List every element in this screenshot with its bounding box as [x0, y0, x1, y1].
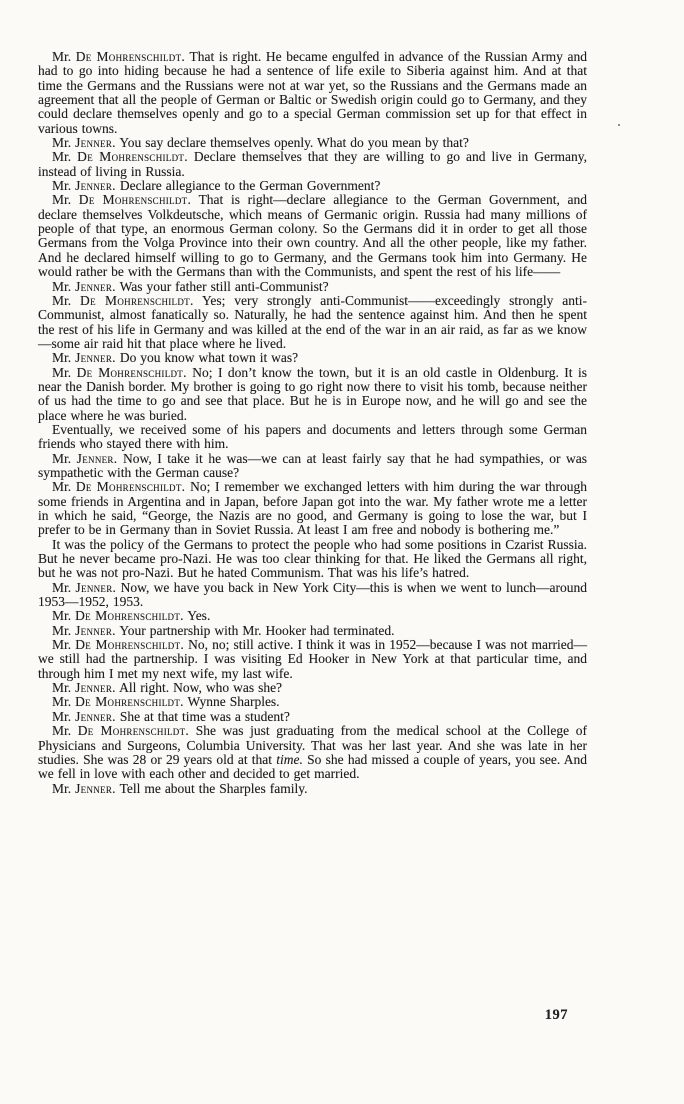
transcript-paragraph: Mr. Jenner. Now, we have you back in New York City—this is when we went to lunch—around 1953—1952, 1953.	[38, 579, 587, 610]
speaker-prefix: Mr.	[52, 178, 76, 194]
speaker-name: De Mohrenschildt.	[78, 192, 192, 208]
speaker-name: De Mohrenschildt.	[75, 637, 185, 653]
speaker-prefix: Mr.	[52, 680, 76, 696]
speaker-prefix: Mr.	[52, 780, 76, 796]
speaker-name: Jenner.	[75, 178, 116, 194]
speaker-prefix: Mr.	[52, 350, 76, 366]
transcript-paragraph: Mr. Jenner. She at that time was a student?	[52, 708, 290, 724]
scan-speck	[618, 124, 620, 126]
page-number: 197	[544, 1007, 568, 1023]
speaker-name: Jenner.	[75, 135, 116, 151]
emphasized-word: time.	[276, 751, 303, 767]
speaker-name: Jenner.	[75, 780, 116, 796]
speaker-prefix: Mr.	[52, 135, 76, 151]
transcript-paragraph: Mr. Jenner. Your partnership with Mr. Hooker had terminated.	[52, 622, 395, 638]
transcript-paragraph: Mr. Jenner. Now, I take it he was—we can at least fairly say that he had sympathies, or was sympathetic with the German cause?	[38, 450, 587, 480]
transcript-paragraph: Mr. Jenner. Declare allegiance to the German Government?	[52, 178, 381, 194]
transcript-paragraph: Mr. De Mohrenschildt. Yes; very strongly anti-Communist——exceedingly strongly anti-Communist, almost fanatically so. Naturally, he had the sentence against him. And then he spent the rest of his life in Germany and was killed at the end of the war in an air raid, as far as we know—some air raid hit that place where he lived.	[38, 292, 588, 351]
transcript-paragraph: Mr. De Mohrenschildt. She was just graduating from the medical school at the College of Physicians and Surgeons, Columbia University. That was her last year. And she was late in her studies. She was 28 or 29 years old at that time. So she had missed a couple of years, you see. And we fell in love with each other and decided to get married.	[38, 723, 588, 782]
speaker-name: De Mohrenschildt.	[75, 479, 186, 495]
transcript-paragraph: Mr. De Mohrenschildt. That is right—declare allegiance to the German Government, and declare themselves Volkdeutsche, which means of Germanic origin. Russia had many millions of people of that type, an enormous German colony. So the Germans did it in order to get all those Germans from the Volga Province into their own country. And all the other people, like my father. And he declared himself willing to go to Germany, and the Germans took him into Germany. He would rather be with the Germans than with the Communists, and spent the rest of his life——	[38, 192, 587, 280]
transcript-paragraph: Mr. De Mohrenschildt. No, no; still active. I think it was in 1952—because I was not married—we still had the partnership. I was visiting Ed Hooker in New York at that particular time, and through him I met my next wife, my last wife.	[38, 637, 588, 681]
speaker-prefix: Mr.	[52, 694, 76, 710]
speaker-name: De Mohrenschildt.	[75, 694, 184, 710]
speaker-prefix: Mr.	[52, 579, 76, 595]
speaker-name: Jenner.	[75, 622, 116, 638]
transcript-paragraph: Mr. De Mohrenschildt. Yes.	[52, 608, 211, 624]
speaker-prefix: Mr.	[52, 479, 76, 495]
speaker-name: Jenner.	[76, 450, 118, 466]
transcript-paragraph: Mr. Jenner. Do you know what town it was?	[52, 350, 299, 366]
transcript-paragraph: It was the policy of the Germans to protect the people who had some positions in Czarist Russia. But he never became pro-Nazi. He was too clear thinking for that. He liked the Germans all right, but he was not pro-Nazi. But he hated Communism. That was his life’s hatred.	[38, 536, 587, 581]
transcript-text	[38, 50, 587, 796]
speaker-prefix: Mr.	[52, 149, 78, 165]
transcript-paragraph: Mr. De Mohrenschildt. Declare themselves that they are willing to go and live in Germany, instead of living in Russia.	[38, 149, 588, 179]
speaker-prefix: Mr.	[52, 708, 76, 724]
transcript-paragraph: Mr. Jenner. All right. Now, who was she?	[52, 680, 283, 696]
speaker-name: Jenner.	[75, 579, 117, 595]
transcript-paragraph: Mr. De Mohrenschildt. No; I don’t know the town, but it is an old castle in Oldenburg. It is near the Danish border. My brother is going to go right now there to visit his tomb, because neither of us had the time to go and see that place. But he is in Europe now, and he will go and see the place where he was buried.	[38, 364, 588, 423]
speaker-name: De Mohrenschildt.	[80, 292, 194, 308]
speaker-prefix: Mr.	[52, 622, 76, 638]
speaker-name: De Mohrenschildt.	[77, 149, 188, 165]
transcript-paragraph: Mr. De Mohrenschildt. That is right. He became engulfed in advance of the Russian Army and had to go into hiding because he had a sentence of life exile to Siberia against him. And at that time the Germans and the Russians were not at war yet, so the Russians and the Germans made an agreement that all the people of German or Baltic or Swedish origin could go to Germany, and they could declare themselves openly and go to a special German commission set up for that effect in various towns.	[38, 49, 588, 136]
speaker-name: Jenner.	[75, 708, 116, 724]
transcript-paragraph: Eventually, we received some of his papers and documents and letters through some German friends who stayed there with him.	[38, 421, 587, 452]
speaker-prefix: Mr.	[52, 637, 76, 653]
speaker-prefix: Mr.	[52, 364, 77, 380]
transcript-paragraph: Mr. De Mohrenschildt. No; I remember we exchanged letters with him during the war through some friends in Argentina and in Japan, before Japan got into the war. My father wrote me a letter in which he said, “George, the Nazis are no good, and Germany is going to lose the war, but I prefer to be in Germany than in Soviet Russia. At least I am free and nobody is bothering me.”	[38, 479, 588, 538]
speaker-prefix: Mr.	[52, 450, 77, 466]
speaker-name: De Mohrenschildt.	[75, 49, 186, 64]
transcript-paragraph: Mr. Jenner. Was your father still anti-Communist?	[52, 278, 329, 294]
speaker-prefix: Mr.	[52, 608, 76, 624]
speaker-name: De Mohrenschildt.	[77, 723, 190, 739]
speaker-prefix: Mr.	[52, 49, 76, 64]
speaker-name: Jenner.	[75, 278, 116, 294]
speaker-prefix: Mr.	[52, 278, 76, 294]
speaker-name: De Mohrenschildt.	[75, 608, 184, 624]
speaker-prefix: Mr.	[52, 723, 78, 739]
speaker-name: Jenner.	[75, 680, 116, 696]
speaker-prefix: Mr.	[52, 192, 79, 208]
transcript-paragraph: Mr. De Mohrenschildt. Wynne Sharples.	[52, 694, 280, 710]
transcript-paragraph: Mr. Jenner. You say declare themselves openly. What do you mean by that?	[52, 135, 469, 151]
speaker-name: De Mohrenschildt.	[76, 364, 187, 380]
speaker-name: Jenner.	[75, 350, 116, 366]
speaker-prefix: Mr.	[52, 292, 81, 308]
transcript-paragraph: Mr. Jenner. Tell me about the Sharples family.	[52, 780, 308, 796]
